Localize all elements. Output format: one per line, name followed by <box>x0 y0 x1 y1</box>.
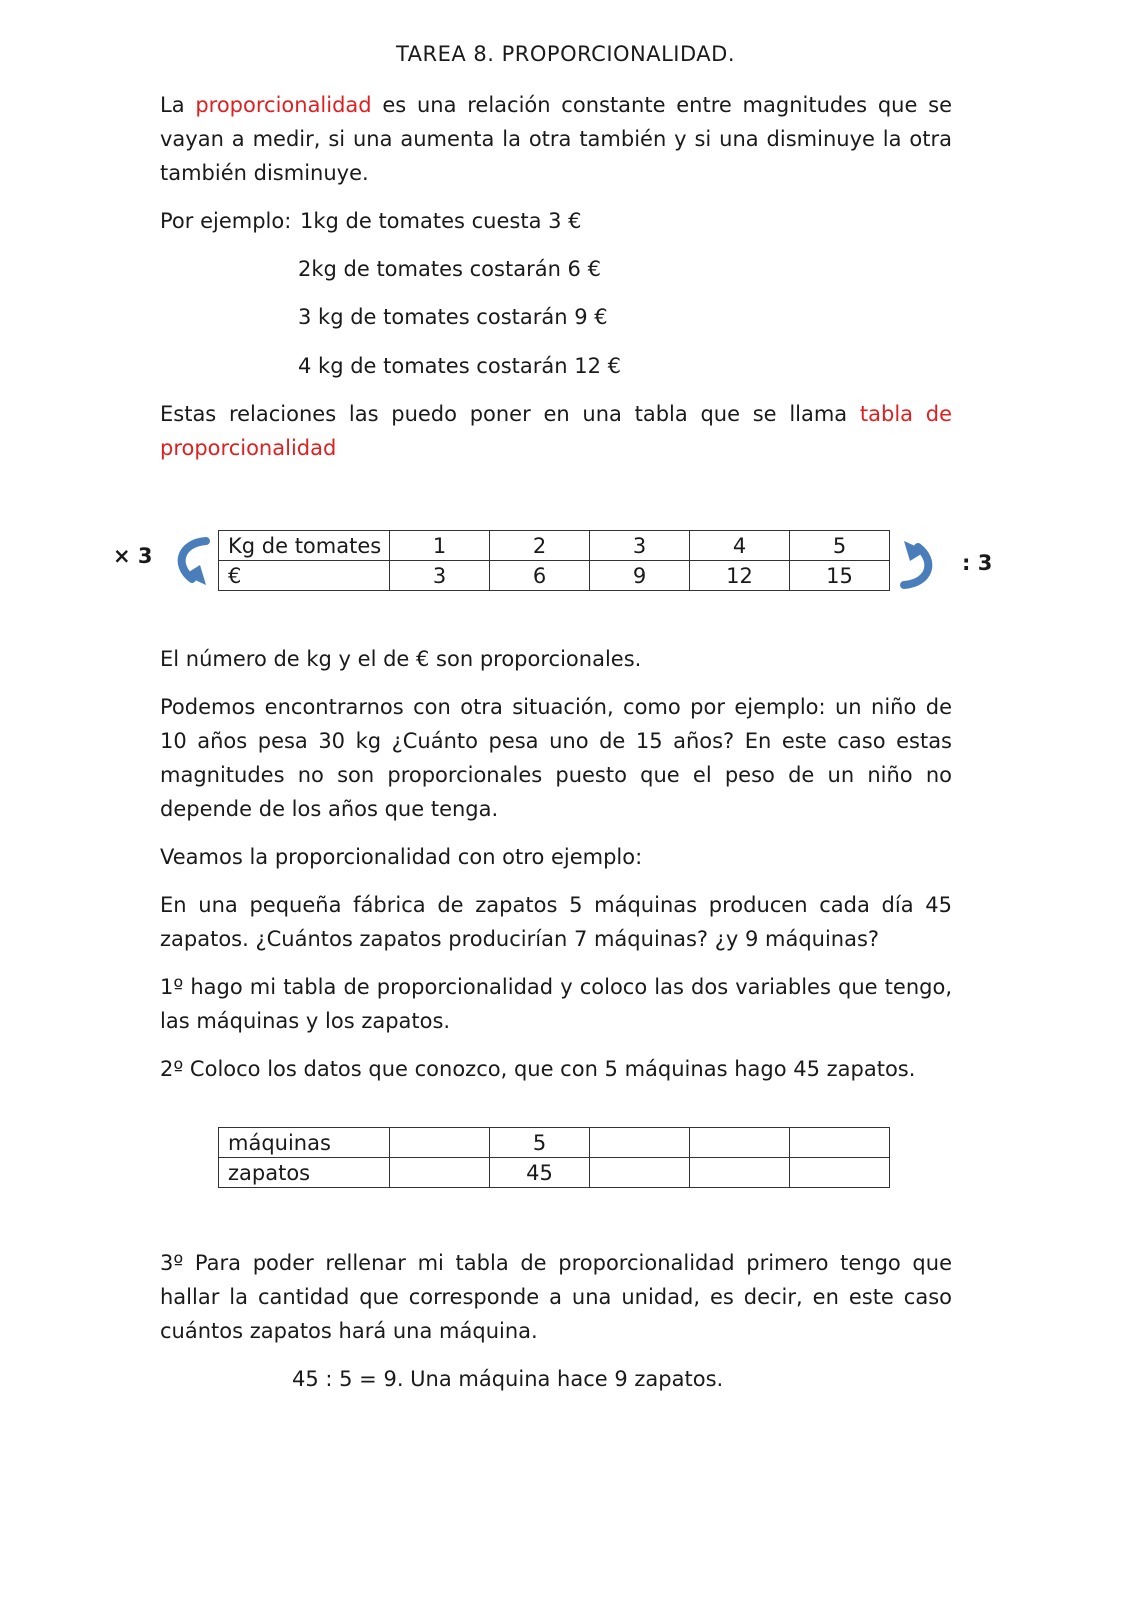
table-cell: 1 <box>390 531 490 561</box>
table-cell <box>690 1158 790 1188</box>
table-row <box>219 561 890 591</box>
result-line: 45 : 5 = 9. Una máquina hace 9 zapatos. <box>292 1367 724 1391</box>
table-intro-text: Estas relaciones las puedo poner en una tabla que se llama <box>160 402 860 426</box>
intro-rest: es una relación constante entre magnitudes que se vayan a medir, si una aumenta la otra también y si una disminuye la otra también disminuye. <box>160 93 953 185</box>
curved-arrow-down-icon <box>170 535 214 591</box>
curved-arrow-up-icon <box>896 535 940 591</box>
paragraph-2: Podemos encontrarnos con otra situación, como por ejemplo: un niño de 10 años pesa 30 kg ¿Cuánto pesa uno de 15 años? En este caso estas magnitudes no son proporcionales puesto que el peso de un niño no depende de los años que tenga. <box>160 695 952 821</box>
table-cell: € <box>219 561 390 591</box>
divide-label: : 3 <box>962 551 993 575</box>
table-cell <box>790 1158 890 1188</box>
example-line-2: 2kg de tomates costarán 6 € <box>298 257 601 281</box>
table-cell: 3 <box>390 561 490 591</box>
example-label: Por ejemplo: <box>160 209 292 233</box>
paragraph-1: El número de kg y el de € son proporcionales. <box>160 647 642 671</box>
table-cell: 3 <box>590 531 690 561</box>
table-cell <box>690 1128 790 1158</box>
table-row <box>219 1158 890 1188</box>
paragraph-5: 1º hago mi tabla de proporcionalidad y coloco las dos variables que tengo, las máquinas y los zapatos. <box>160 975 952 1033</box>
table-intro-paragraph <box>160 397 952 465</box>
table-cell: zapatos <box>219 1158 390 1188</box>
table-intro-term: tabla de proporcionalidad <box>160 402 953 460</box>
example-line-3: 3 kg de tomates costarán 9 € <box>298 305 608 329</box>
paragraph-3: Veamos la proporcionalidad con otro ejemplo: <box>160 845 643 869</box>
paragraph-6: 2º Coloco los datos que conozco, que con 5 máquinas hago 45 zapatos. <box>160 1057 916 1081</box>
table-cell <box>590 1158 690 1188</box>
example-line-1: 1kg de tomates cuesta 3 € <box>300 209 582 233</box>
table-cell: máquinas <box>219 1128 390 1158</box>
table-cell: 15 <box>790 561 890 591</box>
table-cell: 5 <box>790 531 890 561</box>
document-title: TAREA 8. PROPORCIONALIDAD. <box>395 42 736 66</box>
table-cell: 2 <box>490 531 590 561</box>
table-cell: 6 <box>490 561 590 591</box>
intro-start: La <box>160 93 196 117</box>
table-cell: 9 <box>590 561 690 591</box>
table-cell <box>390 1128 490 1158</box>
example-line-4: 4 kg de tomates costarán 12 € <box>298 354 621 378</box>
table-cell <box>590 1128 690 1158</box>
table-cell <box>790 1128 890 1158</box>
intro-term: proporcionalidad <box>195 93 372 117</box>
table-row <box>219 531 890 561</box>
table-cell: 5 <box>490 1128 590 1158</box>
table-cell: 12 <box>690 561 790 591</box>
table-cell <box>390 1158 490 1188</box>
table-cell: 4 <box>690 531 790 561</box>
paragraph-4: En una pequeña fábrica de zapatos 5 máquinas producen cada día 45 zapatos. ¿Cuántos zapatos producirían 7 máquinas? ¿y 9 máquinas? <box>160 893 952 951</box>
table-cell: 45 <box>490 1158 590 1188</box>
table-cell: Kg de tomates <box>219 531 390 561</box>
proportionality-table-shoes <box>218 1127 890 1188</box>
intro-paragraph <box>160 88 952 190</box>
table-row <box>219 1128 890 1158</box>
multiply-label: × 3 <box>113 544 153 568</box>
step-3-paragraph: 3º Para poder rellenar mi tabla de proporcionalidad primero tengo que hallar la cantidad que corresponde a una unidad, es decir, en este caso cuántos zapatos hará una máquina. <box>160 1251 952 1343</box>
proportionality-table-tomatoes <box>218 530 890 591</box>
